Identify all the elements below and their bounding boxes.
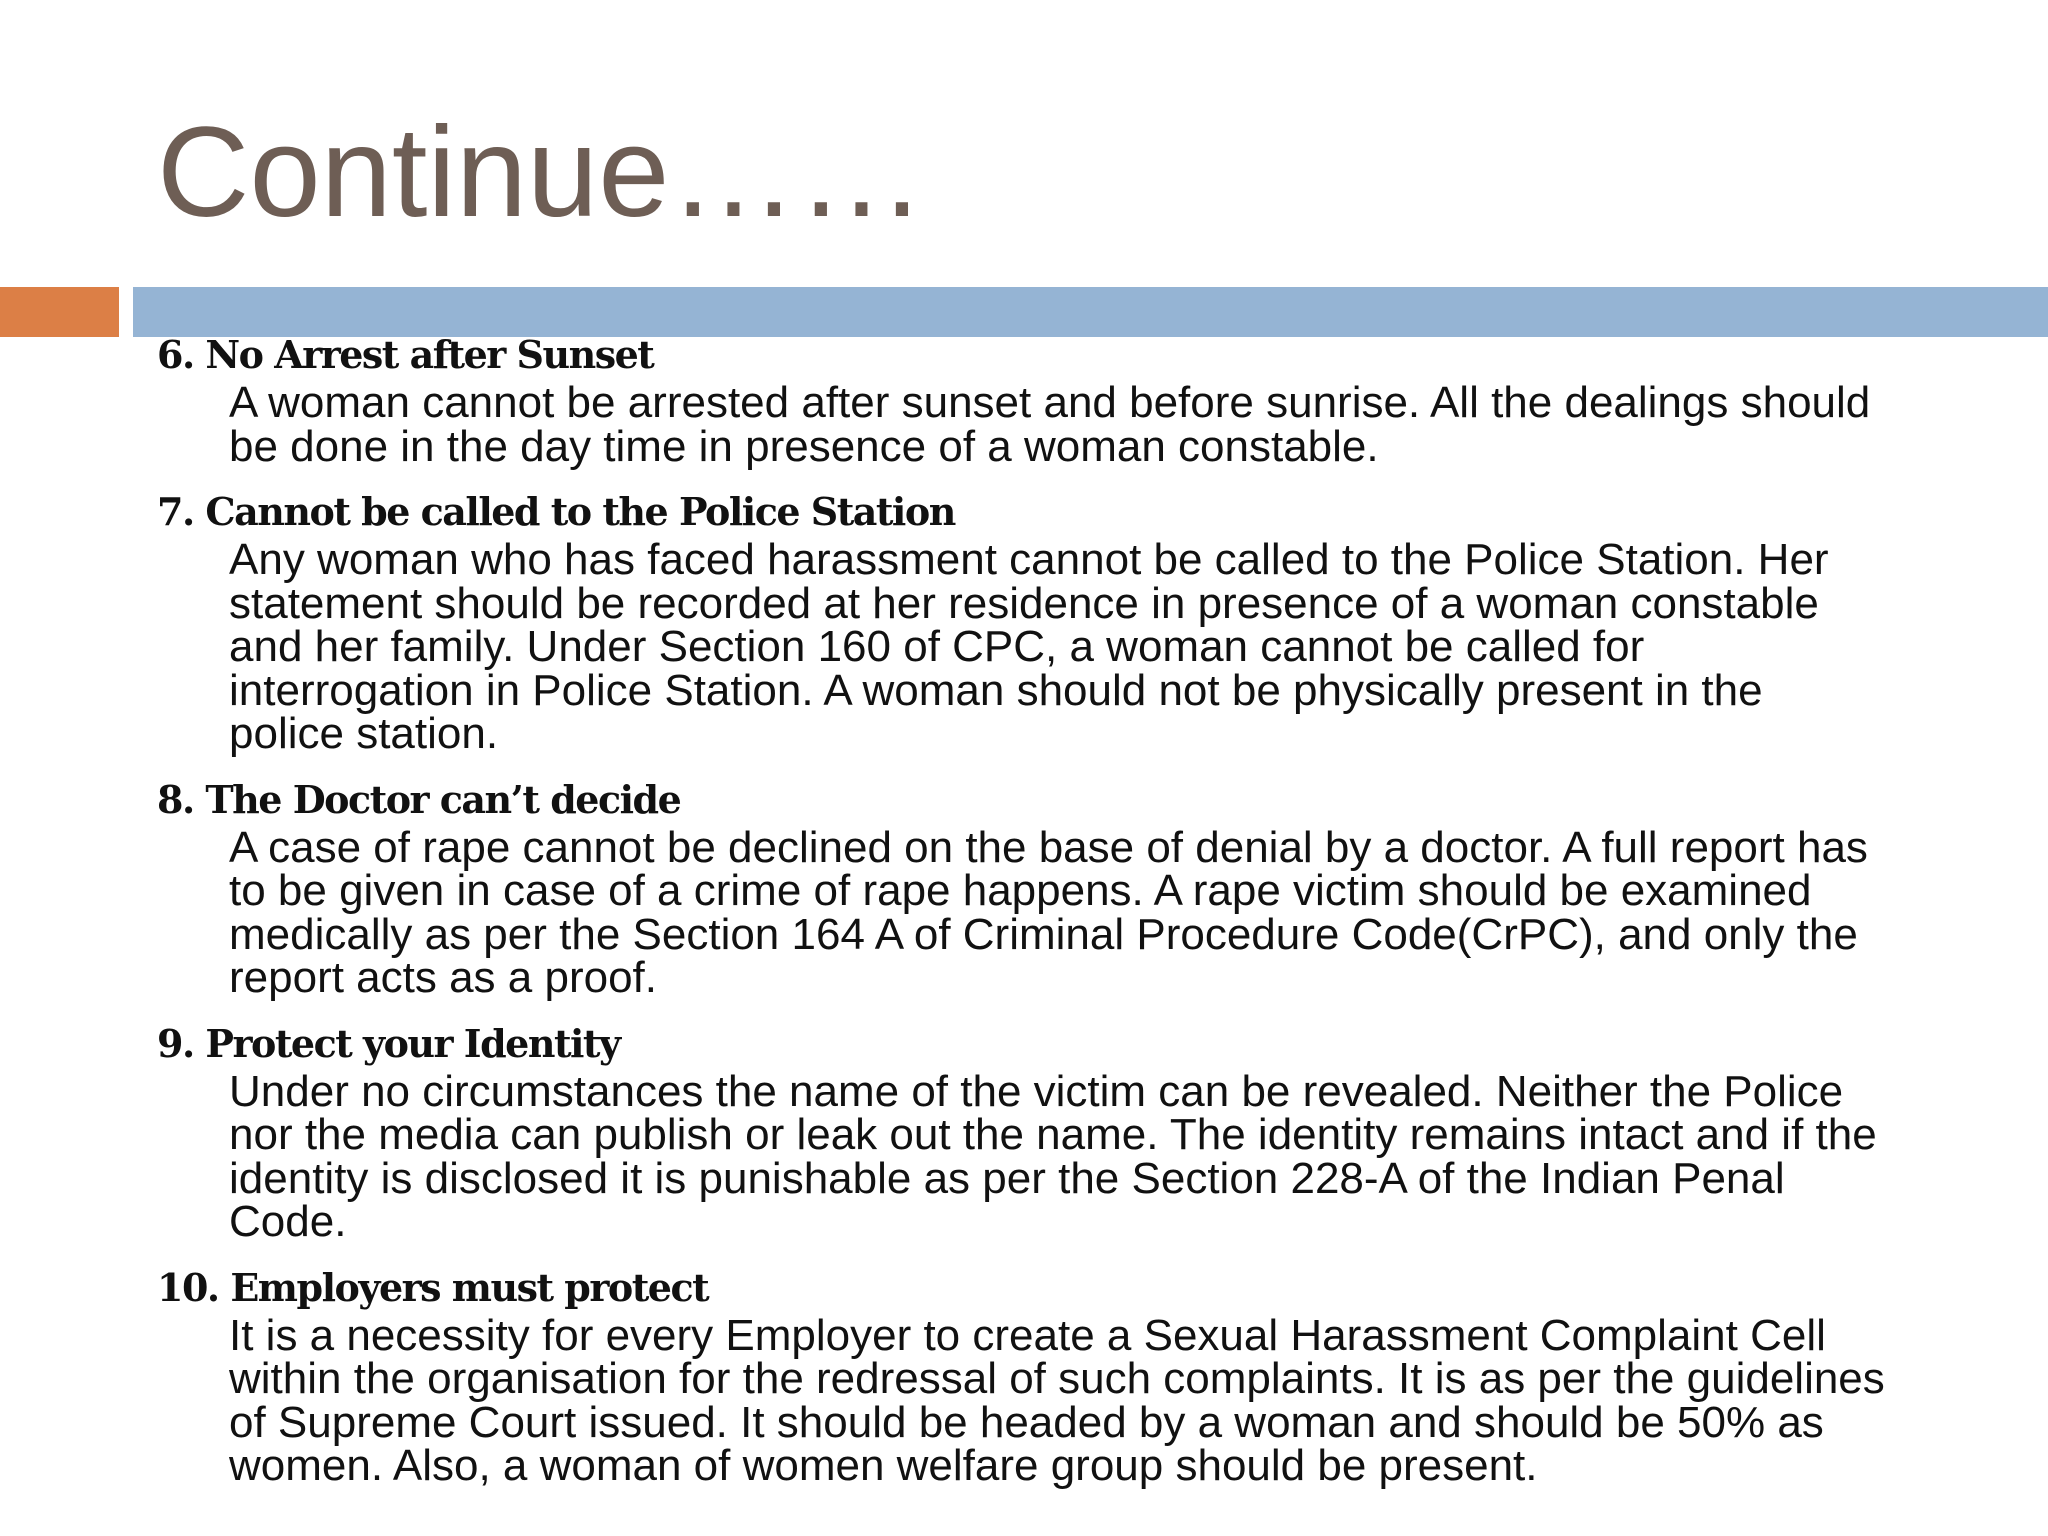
item-heading: 6. No Arrest after Sunset [157,332,654,377]
item-body-line: It is a necessity for every Employer to create a Sexual Harassment Complaint Cell [229,1310,1826,1360]
item-heading: 9. Protect your Identity [157,1020,620,1066]
item-body-line: A woman cannot be arrested after sunset and before sunrise. All the dealings should [229,378,1871,427]
item-heading: 10. Employers must protect [157,1264,709,1310]
list-item-no-arrest-after-sunset [157,329,1957,471]
accent-bar-orange [0,287,119,337]
item-body-line: interrogation in Police Station. A woman should not be physically present in the [229,665,1763,715]
item-body-line: be done in the day time in presence of a woman constable. [229,421,1379,471]
list-item-employers-must-protect [157,1262,1957,1488]
item-body [229,822,1909,1002]
item-body [229,535,1909,758]
item-body-line: of Supreme Court issued. It should be headed by a woman and should be 50% as [229,1397,1824,1447]
list-item-protect-identity [157,1018,1957,1244]
list-item-police-station [157,486,1957,756]
slide-title: Continue…… [157,101,926,244]
item-body-line: Under no circumstances the name of the victim can be revealed. Neither the Police [229,1066,1844,1116]
item-body-line: women. Also, a woman of women welfare group should be present. [229,1441,1538,1490]
item-body-line: identity is disclosed it is punishable as per the Section 228-A of the Indian Penal [229,1153,1785,1203]
item-body-line: A case of rape cannot be declined on the base of denial by a doctor. A full report has [229,822,1868,872]
item-body [229,1066,1909,1246]
item-body-line: statement should be recorded at her residence in presence of a woman constable [229,578,1819,628]
item-body [229,378,1909,471]
item-body-line: nor the media can publish or leak out the name. The identity remains intact and if the [229,1110,1877,1159]
item-body-line: Code. [229,1197,347,1246]
item-body-line: and her family. Under Section 160 of CPC, a woman cannot be called for [229,622,1645,671]
item-body-line: Any woman who has faced harassment cannot be called to the Police Station. Her [229,535,1829,584]
item-heading: 8. The Doctor can’t decide [157,776,681,822]
item-body-line: to be given in case of a crime of rape happens. A rape victim should be examined [229,866,1812,915]
item-body [229,1310,1909,1490]
item-heading: 7. Cannot be called to the Police Station [157,489,955,534]
item-body-line: medically as per the Section 164 A of Criminal Procedure Code(CrPC), and only the [229,909,1858,959]
list-item-doctor-cant-decide [157,774,1957,1000]
item-body-line: report acts as a proof. [229,953,657,1002]
item-body-line: within the organisation for the redressal of such complaints. It is as per the guidelines [229,1354,1885,1403]
slide-content [157,329,1957,1506]
item-body-line: police station. [229,709,499,758]
